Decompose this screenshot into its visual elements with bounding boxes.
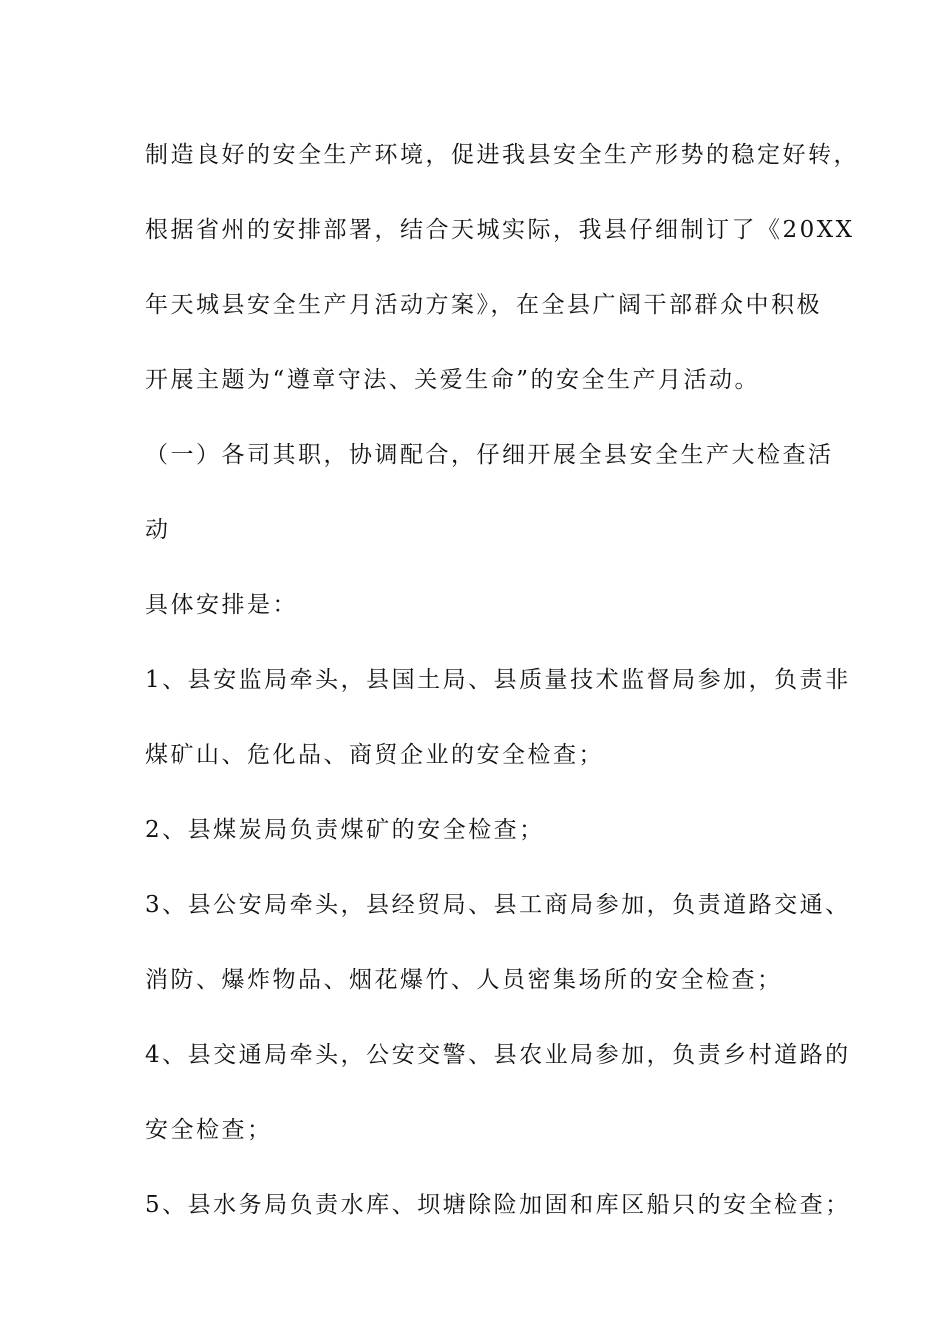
list-item-continued: 煤矿山、危化品、商贸企业的安全检查； bbox=[145, 742, 604, 768]
list-item-continued: 安全检查； bbox=[145, 1117, 273, 1143]
paragraph-line: 根据省州的安排部署，结合天城实际，我县仔细制订了《20XX bbox=[145, 217, 855, 243]
list-item: 5、县水务局负责水库、坝塘除险加固和库区船只的安全检查； bbox=[145, 1192, 851, 1218]
paragraph-line: 开展主题为“遵章守法、关爱生命”的安全生产月活动。 bbox=[145, 367, 761, 393]
section-heading: （一）各司其职，协调配合，仔细开展全县安全生产大检查活 bbox=[145, 442, 834, 468]
paragraph-line: 具体安排是： bbox=[145, 592, 298, 618]
list-item: 3、县公安局牵头，县经贸局、县工商局参加，负责道路交通、 bbox=[145, 892, 851, 918]
list-item: 1、县安监局牵头，县国土局、县质量技术监督局参加，负责非 bbox=[145, 667, 851, 693]
list-item-continued: 消防、爆炸物品、烟花爆竹、人员密集场所的安全检查； bbox=[145, 967, 783, 993]
section-heading-continued: 动 bbox=[145, 517, 171, 543]
paragraph-line: 年天城县安全生产月活动方案》，在全县广阔干部群众中积极 bbox=[145, 292, 822, 318]
list-item: 2、县煤炭局负责煤矿的安全检查； bbox=[145, 817, 545, 843]
paragraph-line: 制造良好的安全生产环境，促进我县安全生产形势的稳定好转， bbox=[145, 142, 859, 168]
list-item: 4、县交通局牵头，公安交警、县农业局参加，负责乡村道路的 bbox=[145, 1042, 851, 1068]
